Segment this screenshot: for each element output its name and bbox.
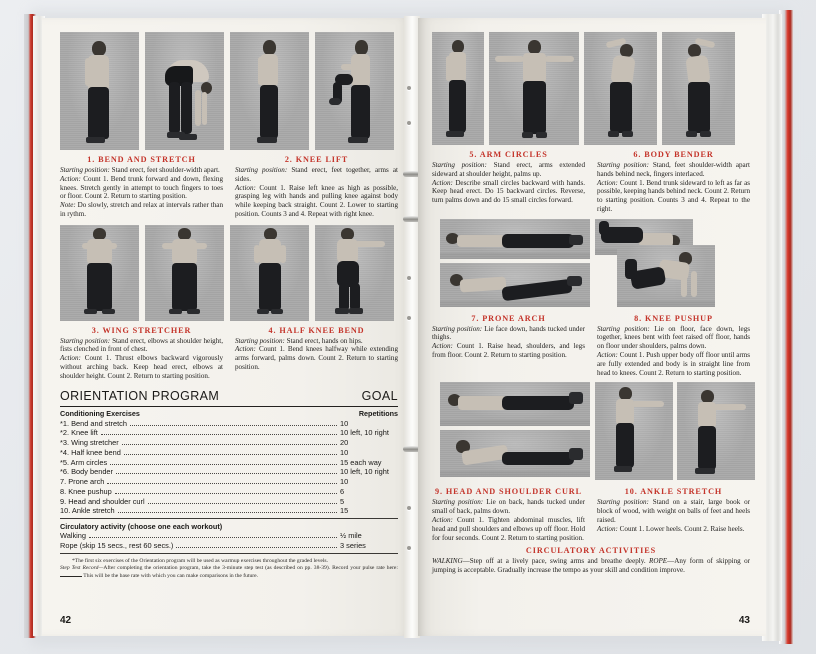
exercise-7-starting-text: Lie face down, hands tucked under thighs.: [432, 324, 585, 342]
row-name: *3. Wing stretcher: [60, 438, 119, 448]
punch-hole: [407, 121, 411, 125]
exercise-3-title: 3. WING STRETCHER: [91, 325, 192, 335]
table-row: [60, 541, 398, 551]
exercise-4-block: [235, 323, 398, 381]
table-row: [60, 458, 398, 468]
circulatory-activities-title: CIRCULATORY ACTIVITIES: [525, 546, 657, 556]
exercise-9-action-text: Count 1. Tighten abdominal muscles, lift head and pull shoulders and elbows up off floor. Hold for four seconds. Count 2. Return to starting position.: [432, 515, 585, 542]
exercise-9-body: [432, 498, 585, 542]
exercise-3-action-label: Action:: [60, 354, 81, 363]
exercise-6-action-label: Action:: [597, 178, 618, 187]
leader-dots: [89, 533, 337, 538]
row-name: *2. Knee lift: [60, 428, 98, 438]
exercise-8-starting-text: Lie on floor, face down, legs together, knees bent with feet raised off floor, hands on floor under shoulders, palms down.: [597, 324, 750, 351]
pulse-rate-blank[interactable]: [60, 576, 82, 577]
orientation-program-header: [60, 389, 398, 405]
row-reps: 20: [340, 438, 349, 448]
exercise-9-action-label: Action:: [432, 515, 453, 524]
photo-head-shoulder-curl-raised: [440, 430, 590, 477]
exercise-7-starting-label: Starting position:: [432, 324, 483, 333]
exercise-1-starting-text: Stand erect, feet shoulder-width apart.: [111, 166, 220, 174]
exercise-3-action-text: Count 1. Thrust elbows backward vigorously without arching back. Keep head erect, elbows at shoulder height. Count 2. Return to starting position.: [60, 354, 223, 380]
leader-dots: [116, 469, 337, 474]
exercise-8-starting-label: Starting position:: [597, 324, 650, 333]
photo-arm-circles-side: [432, 32, 484, 145]
photo-body-bender-left: [584, 32, 657, 145]
photo-body-bender-right: [662, 32, 735, 145]
punch-hole: [407, 316, 411, 320]
exercise-1-title: 1. BEND AND STRETCH: [87, 155, 196, 164]
step-test-record-label: Step Test Record—: [60, 565, 104, 572]
exercise-10-action-label: Action:: [597, 524, 618, 533]
punch-hole: [407, 86, 411, 90]
exercise-5-title: 5. ARM CIRCLES: [469, 150, 548, 159]
punch-hole: [407, 276, 411, 280]
exercise-6-body: [597, 161, 750, 214]
row-name: *5. Arm circles: [60, 457, 108, 467]
exercise-10-block: [597, 484, 750, 542]
photo-knee-lift: [315, 32, 394, 150]
exercise-4-starting-text: Stand erect, hands on hips.: [286, 336, 363, 345]
table-row: [60, 531, 398, 541]
exercise-text-row-5: [432, 484, 750, 542]
exercise-text-row-3: [432, 147, 750, 214]
table-row: [60, 497, 398, 507]
photo-row-1: [60, 32, 398, 150]
table-row: [60, 419, 398, 429]
exercise-8-body: [597, 325, 750, 378]
exercise-1-note-label: Note:: [60, 201, 76, 210]
photo-knee-pushup-up: [617, 245, 715, 307]
exercise-6-starting-text: Stand, feet shoulder-width apart hands behind neck, fingers interlaced.: [597, 161, 751, 178]
table-row: [60, 467, 398, 477]
footnote-block: [60, 558, 398, 580]
table-row: [60, 438, 398, 448]
photo-prone-arch-start: [440, 219, 590, 259]
exercise-6-starting-label: Starting position:: [597, 161, 649, 169]
footnote-star-note: *The first six exercises of the Orientation program will be used as warmup exercises throughout the graded levels.: [72, 557, 328, 564]
step-test-text-a: After completing the orientation program, take the 3-minute step test (as described on pp. 38-39). Record your pulse rate here:: [103, 565, 398, 572]
row-name: 9. Head and shoulder curl: [60, 496, 145, 506]
right-page: [418, 18, 766, 636]
exercise-3-starting-text: Stand erect, elbows at shoulder height, fists clenched in front of chest.: [60, 336, 223, 354]
punch-hole: [407, 506, 411, 510]
row-name: Walking: [60, 531, 87, 541]
exercise-3-body: [60, 337, 223, 381]
row-reps: 10: [340, 418, 349, 428]
exercise-10-action-text: Count 1. Lower heels. Count 2. Raise heels.: [619, 524, 745, 533]
row-reps: 15 each way: [340, 457, 382, 467]
table-row: [60, 448, 398, 458]
leader-dots: [148, 499, 337, 504]
exercise-1-note-text: Do slowly, stretch and relax at intervals rather than in rythm.: [60, 201, 223, 218]
exercise-5-starting-text: Stand erect, arms extended sideward at shoulder height, palms up.: [432, 161, 585, 178]
footnote-step-test: [60, 565, 398, 578]
leader-dots: [176, 543, 337, 548]
exercise-2-title: 2. KNEE LIFT: [284, 155, 349, 164]
exercise-7-block: [432, 311, 585, 378]
row-reps: 3 series: [340, 541, 366, 551]
photo-head-shoulder-curl-start: [440, 382, 590, 426]
row-name: 7. Prone arch: [60, 477, 105, 487]
photo-standing-erect: [60, 32, 139, 150]
exercise-9-starting-text: Lie on back, hands tucked under small of back, palms down.: [432, 498, 585, 516]
rope-text: —Any form of skipping or jumping is acceptable. Gradually increase the tempo as your skill and condition improve.: [432, 557, 750, 575]
exercise-10-starting-text: Stand on a stair, large book or block of wood, with weight on balls of feet and heels raised.: [597, 498, 751, 524]
goal-heading: GOAL: [361, 388, 398, 403]
table-row: [60, 506, 398, 516]
photo-row-2: [60, 225, 398, 321]
exercise-4-title: 4. HALF KNEE BEND: [268, 325, 365, 335]
exercise-1-block: [60, 152, 223, 219]
photo-half-knee-bend: [315, 225, 394, 321]
exercise-2-action-text: Count 1. Raise left knee as high as possible, grasping leg with hands and pulling knee against body while keeping back straight. Count 2. Lower to starting position. Counts 3 and 4. Repeat with right knee.: [235, 183, 398, 218]
exercise-4-action-text: Count 1. Bend knees halfway while extending arms forward, palms down. Count 2. Return to starting position.: [235, 345, 398, 372]
circulatory-activities-body: [432, 557, 750, 575]
row-name: Rope (skip 15 secs., rest 60 secs.): [60, 541, 174, 551]
photo-ankle-stretch-heels-up: [595, 382, 673, 480]
leader-dots: [101, 430, 337, 435]
row-reps: 10: [340, 447, 349, 457]
row-reps: 5: [340, 496, 345, 506]
circulatory-activity-heading: Circulatory activity (choose one each workout): [60, 522, 223, 532]
orientation-program-subheader: [60, 409, 398, 418]
exercise-2-starting-text: Stand erect, feet together, arms at sides.: [235, 166, 398, 183]
exercise-5-starting-label: Starting position:: [432, 161, 487, 169]
exercise-7-action-label: Action:: [432, 342, 453, 351]
exercise-4-body: [235, 337, 398, 372]
exercise-8-title: 8. KNEE PUSHUP: [634, 313, 713, 323]
exercise-5-action-label: Action:: [432, 178, 453, 187]
exercise-7-title: 7. PRONE ARCH: [471, 313, 546, 323]
exercise-7-body: [432, 325, 585, 360]
exercise-4-action-label: Action:: [235, 345, 256, 354]
row-reps: 15: [340, 506, 349, 516]
exercise-1-starting-label: Starting position:: [60, 166, 110, 174]
exercise-2-block: [235, 152, 398, 219]
row-reps: 10 left, 10 right: [340, 467, 389, 477]
photo-ankle-stretch-heels-down: [677, 382, 755, 480]
table-row: [60, 428, 398, 438]
leader-dots: [122, 440, 337, 445]
exercise-1-action-text: Count 1. Bend trunk forward and down, flexing knees. Stretch gently in attempt to touch fingers to toes or floor. Count 2. Return to starting position.: [60, 174, 223, 201]
row-reps: 10: [340, 477, 349, 487]
exercise-2-action-label: Action:: [235, 183, 256, 192]
photo-hands-on-hips: [230, 225, 309, 321]
right-page-number: 43: [738, 615, 750, 626]
photo-row-3: [432, 32, 750, 145]
exercise-6-block: [597, 147, 750, 214]
exercise-text-row-1: [60, 152, 398, 219]
leader-dots: [124, 450, 337, 455]
row-name: 10. Ankle stretch: [60, 506, 115, 516]
row-name: *4. Half knee bend: [60, 447, 121, 457]
leader-dots: [107, 479, 337, 484]
step-test-text-b: This will be the base rate with which you can make comparisons in the future.: [82, 572, 259, 579]
walking-text: —Step off at a lively pace, swing arms and breathe deeply.: [462, 557, 649, 566]
exercise-3-starting-label: Starting position:: [60, 336, 111, 345]
exercise-10-title: 10. ANKLE STRETCH: [624, 487, 723, 497]
exercise-8-block: [597, 311, 750, 378]
table-row: [60, 487, 398, 497]
leader-dots: [118, 508, 337, 513]
exercise-2-body: [235, 166, 398, 219]
footnote-rule: [60, 553, 398, 554]
photo-standing-erect-side: [230, 32, 309, 150]
photo-wing-stretcher-start: [60, 225, 139, 321]
exercise-6-action-text: Count 1. Bend trunk sideward to left as far as possible, keeping hands behind neck. Count 2. Return to starting position. Counts 3 and 4. Repeat to the right.: [597, 178, 750, 213]
exercise-9-title: 9. HEAD AND SHOULDER CURL: [435, 487, 582, 497]
row-name: *1. Bend and stretch: [60, 418, 127, 428]
row-name: *6. Body bender: [60, 467, 114, 477]
leader-dots: [115, 489, 337, 494]
exercise-8-action-text: Count 1. Push upper body off floor until arms are fully extended and body is in straight line from head to knees. Count 2. Return to starting position.: [597, 351, 750, 377]
photo-row-5: [432, 382, 750, 482]
punch-hole: [407, 546, 411, 550]
repetitions-label: Repetitions: [358, 408, 398, 418]
row-reps: 10 left, 10 right: [340, 428, 389, 438]
table-row: [60, 477, 398, 487]
left-page-number: 42: [60, 615, 72, 626]
leader-dots: [110, 460, 337, 465]
exercise-2-starting-label: Starting position:: [235, 166, 288, 174]
orientation-program-heading: ORIENTATION PROGRAM: [60, 388, 220, 403]
photo-wing-stretcher-thrust: [145, 225, 224, 321]
circulatory-divider-rule: [60, 518, 398, 519]
orientation-program-table: [60, 389, 398, 580]
photo-arm-circles-extended: [489, 32, 579, 145]
exercise-1-action-label: Action:: [60, 174, 81, 183]
exercise-7-action-text: Count 1. Raise head, shoulders, and legs from floor. Count 2. Return to starting position.: [432, 342, 585, 360]
exercise-6-title: 6. BODY BENDER: [633, 150, 714, 159]
exercise-10-body: [597, 498, 750, 533]
photo-row-4: [432, 219, 750, 309]
exercise-text-row-2: [60, 323, 398, 381]
exercise-9-block: [432, 484, 585, 542]
exercise-8-action-label: Action:: [597, 351, 618, 360]
exercise-5-action-text: Describe small circles backward with hands. Keep head erect. Do 15 backward circles. Reverse, turn palms down and do 15 small circles forward.: [432, 178, 585, 205]
conditioning-exercises-label: Conditioning Exercises: [60, 408, 140, 418]
exercise-5-block: [432, 147, 585, 214]
exercise-10-starting-label: Starting position:: [597, 498, 649, 507]
header-rule: [60, 406, 398, 407]
walking-label: WALKING: [432, 557, 463, 566]
row-reps: 6: [340, 486, 345, 496]
exercise-text-row-4: [432, 311, 750, 378]
row-name: 8. Knee pushup: [60, 486, 112, 496]
photo-bend-and-stretch-down: [145, 32, 224, 150]
exercise-9-starting-label: Starting position:: [432, 498, 484, 507]
exercise-1-body: [60, 166, 223, 219]
exercise-4-starting-label: Starting position:: [235, 336, 285, 345]
leader-dots: [130, 421, 337, 426]
exercise-3-block: [60, 323, 223, 381]
exercise-5-body: [432, 161, 585, 205]
left-page: [42, 18, 412, 636]
row-reps: ½ mile: [340, 531, 362, 541]
rope-label: ROPE: [648, 557, 668, 566]
photo-prone-arch-raised: [440, 263, 590, 307]
exercise-rows: [60, 419, 398, 517]
